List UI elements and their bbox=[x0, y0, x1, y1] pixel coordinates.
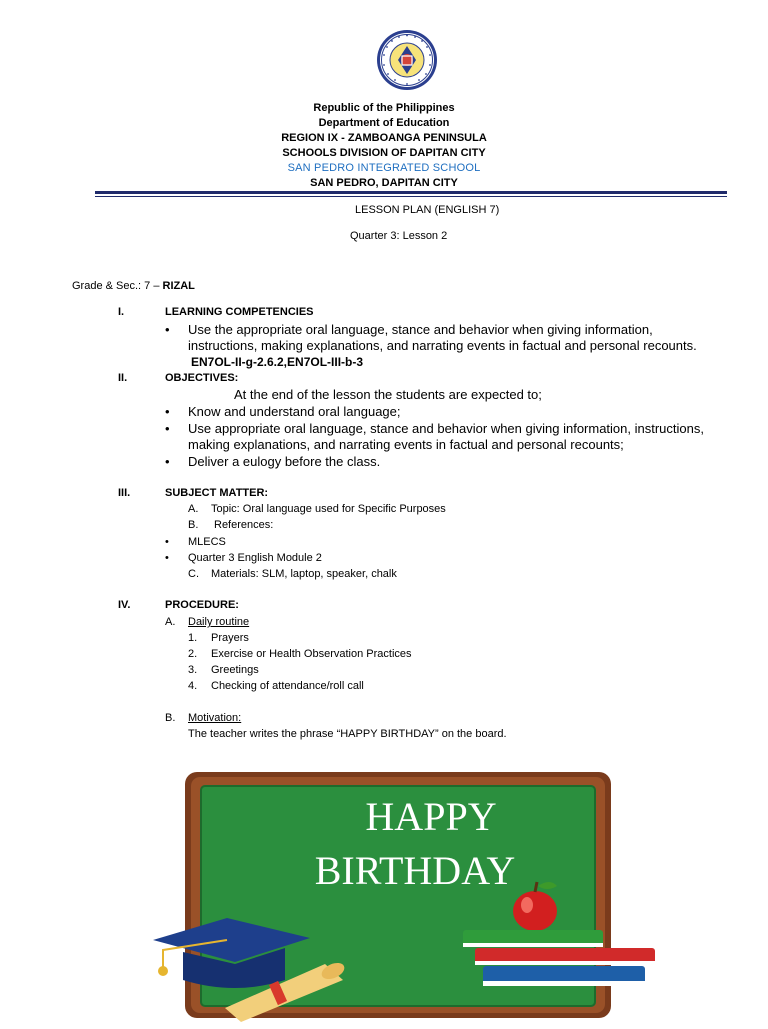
header-republic: Republic of the Philippines bbox=[313, 102, 455, 114]
subject-references: References: bbox=[214, 519, 274, 531]
header-school-name: SAN PEDRO INTEGRATED SCHOOL bbox=[287, 162, 481, 174]
lesson-quarter: Quarter 3: Lesson 2 bbox=[350, 230, 448, 242]
lesson-title: LESSON PLAN (ENGLISH 7) bbox=[355, 204, 500, 216]
section-number: I. bbox=[118, 306, 125, 318]
subject-materials: Materials: SLM, laptop, speaker, chalk bbox=[211, 568, 397, 580]
routine-number: 1. bbox=[188, 632, 198, 644]
routine-item: Greetings bbox=[211, 664, 259, 676]
section-heading: LEARNING COMPETENCIES bbox=[165, 306, 314, 318]
subject-label-b: B. bbox=[188, 519, 199, 531]
procedure-daily-routine: Daily routine bbox=[188, 616, 250, 628]
objectives-intro: At the end of the lesson the students are expected to; bbox=[234, 387, 542, 402]
subject-label-a: A. bbox=[188, 503, 199, 515]
deped-seal-icon bbox=[376, 29, 438, 91]
section-number: IV. bbox=[118, 599, 131, 611]
section-heading: OBJECTIVES: bbox=[165, 372, 239, 384]
reference-item: • Quarter 3 English Module 2 bbox=[188, 551, 322, 565]
header-department: Department of Education bbox=[318, 117, 450, 129]
header-school-address: SAN PEDRO, DAPITAN CITY bbox=[310, 177, 458, 189]
routine-item: Prayers bbox=[211, 632, 249, 644]
routine-number: 2. bbox=[188, 648, 198, 660]
competency-line-cont: instructions, making explanations, and narrating events in factual and personal recounts. bbox=[188, 338, 697, 353]
section-heading: PROCEDURE: bbox=[165, 599, 239, 611]
header-division: SCHOOLS DIVISION OF DAPITAN CITY bbox=[282, 147, 486, 159]
procedure-motivation: Motivation: bbox=[188, 712, 242, 724]
books-icon bbox=[463, 930, 655, 986]
reference-item: • MLECS bbox=[188, 535, 226, 549]
grade-label: Grade & Sec.: 7 – bbox=[72, 280, 163, 292]
routine-number: 3. bbox=[188, 664, 198, 676]
competency-code: EN7OL-II-g-2.6.2,EN7OL-III-b-3 bbox=[191, 355, 364, 369]
objective-item-cont: making explanations, and narrating events in factual and personal recounts; bbox=[188, 437, 624, 452]
grade-section bbox=[72, 279, 195, 293]
chalkboard-illustration bbox=[145, 768, 665, 1024]
competency-line: • Use the appropriate oral language, stance and behavior when giving information, bbox=[188, 321, 653, 338]
header-divider-thin bbox=[95, 196, 727, 197]
routine-number: 4. bbox=[188, 680, 198, 692]
section-number: III. bbox=[118, 487, 131, 499]
objective-item: • Know and understand oral language; bbox=[188, 403, 401, 420]
section-number: II. bbox=[118, 372, 128, 384]
grade-value: RIZAL bbox=[162, 280, 195, 292]
board-text-birthday: BIRTHDAY bbox=[314, 848, 516, 893]
header-divider-thick bbox=[95, 191, 727, 194]
subject-label-c: C. bbox=[188, 568, 199, 580]
motivation-description: The teacher writes the phrase “HAPPY BIRTHDAY” on the board. bbox=[188, 728, 507, 740]
procedure-label-b: B. bbox=[165, 712, 176, 724]
chalkboard-icon bbox=[145, 768, 665, 1024]
section-heading: SUBJECT MATTER: bbox=[165, 487, 269, 499]
board-text-happy: HAPPY bbox=[365, 794, 497, 839]
objective-item: • Deliver a eulogy before the class. bbox=[188, 453, 380, 470]
deped-seal bbox=[376, 29, 438, 91]
routine-item: Exercise or Health Observation Practices bbox=[211, 648, 412, 660]
procedure-label-a: A. bbox=[165, 616, 176, 628]
subject-topic: Topic: Oral language used for Specific Purposes bbox=[211, 503, 446, 515]
objective-item: • Use appropriate oral language, stance and behavior when giving information, instructions, bbox=[188, 420, 704, 437]
routine-item: Checking of attendance/roll call bbox=[211, 680, 364, 692]
header-region: REGION IX - ZAMBOANGA PENINSULA bbox=[281, 132, 487, 144]
